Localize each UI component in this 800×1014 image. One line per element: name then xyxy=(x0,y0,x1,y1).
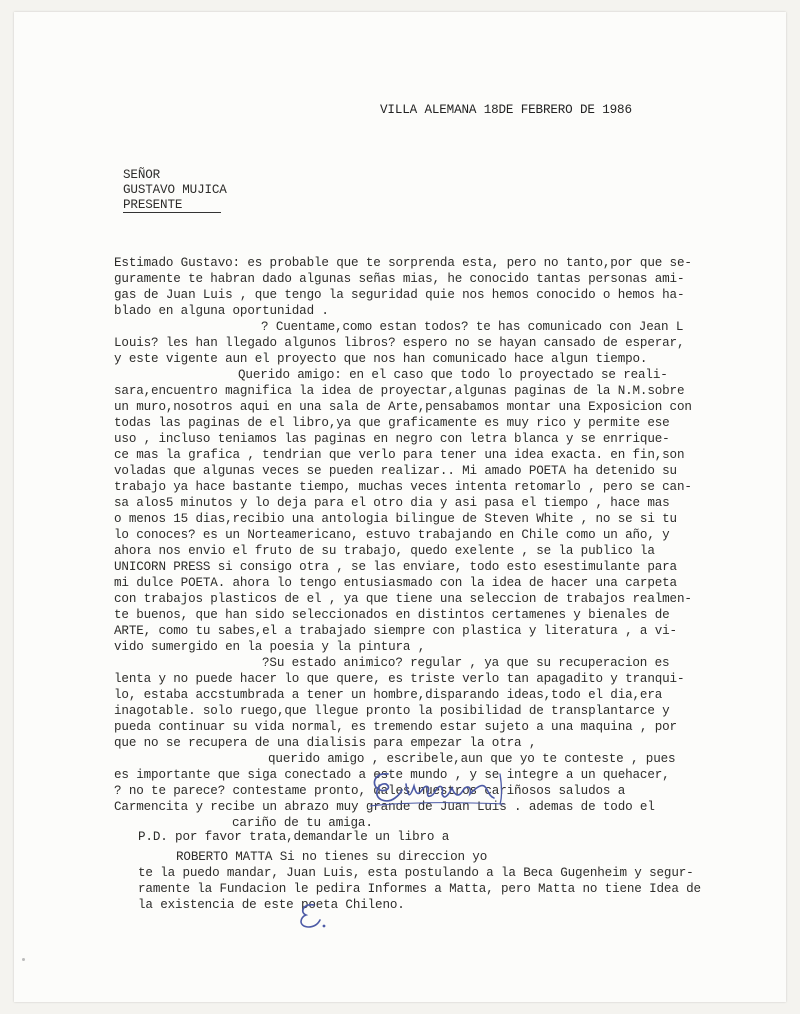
body-line: uso , incluso teniamos las paginas en negro con letra blanca y se enrrique- xyxy=(114,432,670,446)
body-line: lenta y no puede hacer lo que quere, es triste verlo tan apagadito y tranqui- xyxy=(114,672,685,686)
postscript-line: ramente la Fundacion le pedira Informes a Matta, pero Matta no tiene Idea de xyxy=(138,882,701,896)
body-line: es importante que siga conectado a este mundo , y se integre a un quehacer, xyxy=(114,768,670,782)
body-line: Querido amigo: en el caso que todo lo proyectado se reali- xyxy=(238,368,668,382)
recipient-presente: PRESENTE xyxy=(123,198,183,212)
body-line: ? Cuentame,como estan todos? te has comunicado con Jean L xyxy=(261,320,684,334)
body-line: y este vigente aun el proyecto que nos han comunicado hace algun tiempo. xyxy=(114,352,648,366)
body-line: todas las paginas de el libro,ya que graficamente es muy rico y permite ese xyxy=(114,416,670,430)
body-line: ARTE, como tu sabes,el a trabajado siempre con plastica y literatura , a vi- xyxy=(114,624,677,638)
body-line: trabajo ya hace bastante tiempo, muchas veces intenta retomarlo , pero se can- xyxy=(114,480,692,494)
body-line: un muro,nosotros aqui en una sala de Arte,pensabamos montar una Exposicion con xyxy=(114,400,692,414)
body-line: blado en alguna oportunidad . xyxy=(114,304,329,318)
recipient-underline xyxy=(123,212,221,213)
body-line: cariño de tu amiga. xyxy=(232,816,373,830)
body-line: lo, estaba accstumbrada a tener un hombre,disparando ideas,todo el dia,era xyxy=(114,688,663,702)
body-line: Estimado Gustavo: es probable que te sorprenda esta, pero no tanto,por que se- xyxy=(114,256,692,270)
letter-sheet xyxy=(14,12,786,1002)
postscript-line: ROBERTO MATTA Si no tienes su direccion yo xyxy=(176,850,488,864)
body-line: sara,encuentro magnifica la idea de proyectar,algunas paginas de la N.M.sobre xyxy=(114,384,685,398)
body-line: querido amigo , escribele,aun que yo te conteste , pues xyxy=(268,752,676,766)
postscript-line: la existencia de este poeta Chileno. xyxy=(138,898,405,912)
body-line: vido sumergido en la poesia y la pintura , xyxy=(114,640,426,654)
body-line: Louis? les han llegado algunos libros? espero no se hayan cansado de esperar, xyxy=(114,336,685,350)
signature-handwritten xyxy=(366,764,516,810)
body-line: gas de Juan Luis , que tengo la seguridad quie nos hemos conocido o hemos ha- xyxy=(114,288,685,302)
postscript-line: P.D. por favor trata,demandarle un libro a xyxy=(138,830,450,844)
recipient-title: SEÑOR xyxy=(123,168,161,182)
body-line: te buenos, que han sido seleccionados en distintos certamenes y bienales de xyxy=(114,608,670,622)
body-line: con trabajos plasticos de el , ya que tiene una seleccion de trabajos realmen- xyxy=(114,592,692,606)
body-line: guramente te habran dado algunas señas mias, he conocido tantas personas ami- xyxy=(114,272,685,286)
body-line: UNICORN PRESS si consigo otra , se las enviare, todo esto esestimulante para xyxy=(114,560,677,574)
letter-date: VILLA ALEMANA 18DE FEBRERO DE 1986 xyxy=(380,103,632,117)
recipient-name: GUSTAVO MUJICA xyxy=(123,183,227,197)
body-line: mi dulce POETA. ahora lo tengo entusiasmado con la idea de hacer una carpeta xyxy=(114,576,677,590)
body-line: lo conoces? es un Norteamericano, estuvo trabajando en Chile como un año, y xyxy=(114,528,670,542)
body-line: ? no te parece? contestame pronto, dales nuestros cariñosos saludos a xyxy=(114,784,626,798)
body-line: que no se recupera de una dialisis para empezar la otra , xyxy=(114,736,537,750)
body-line: sa alos5 minutos y lo deja para el otro dia y asi pasa el tiempo , hace mas xyxy=(114,496,670,510)
body-line: ?Su estado animico? regular , ya que su recuperacion es xyxy=(262,656,670,670)
initial-handwritten xyxy=(294,900,328,930)
body-line: ce mas la grafica , tendrian que verlo para tener una idea exacta. en fin,son xyxy=(114,448,685,462)
body-line: pueda continuar su vida normal, es tremendo estar sujeto a una maquina , por xyxy=(114,720,677,734)
body-line: o menos 15 dias,recibio una antologia bilingue de Steven White , no se si tu xyxy=(114,512,677,526)
body-line: Carmencita y recibe un abrazo muy grande de Juan Luis . ademas de todo el xyxy=(114,800,655,814)
postscript-line: te la puedo mandar, Juan Luis, esta postulando a la Beca Gugenheim y segur- xyxy=(138,866,694,880)
paper-speck xyxy=(22,958,25,961)
body-line: ahora nos envio el fruto de su trabajo, quedo exelente , se la publico la xyxy=(114,544,655,558)
body-line: inagotable. solo ruego,que llegue pronto la posibilidad de transplantarce y xyxy=(114,704,670,718)
body-line: voladas que algunas veces se pueden realizar.. Mi amado POETA ha detenido su xyxy=(114,464,677,478)
